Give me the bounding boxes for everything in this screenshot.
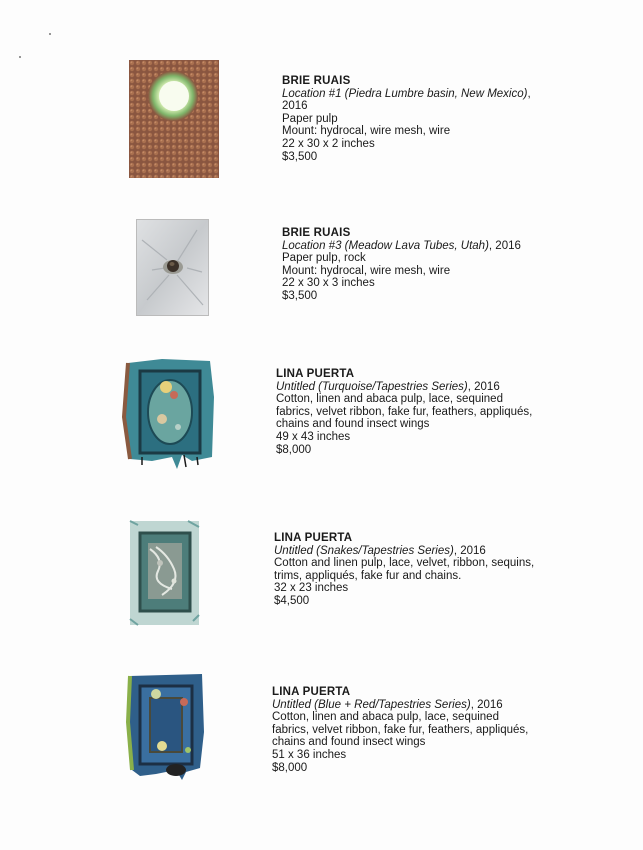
- medium-line: Mount: hydrocal, wire mesh, wire: [282, 125, 451, 138]
- title-suffix: , 2016: [467, 380, 500, 393]
- artwork-thumbnail-icon: [129, 60, 219, 178]
- medium-line: Cotton and linen pulp, lace, velvet, ribbon, sequins,: [274, 557, 535, 570]
- artwork-thumbnail-icon: [128, 519, 201, 627]
- medium-line: chains and found insect wings: [272, 736, 426, 749]
- artwork-dimensions: 51 x 36 inches: [272, 748, 347, 761]
- medium-line: fabrics, velvet ribbon, fake fur, feathers, appliqués,: [276, 405, 533, 418]
- artwork-dimensions: 49 x 43 inches: [276, 430, 351, 443]
- artwork-title: Untitled (Turquoise/Tapestries Series): [276, 380, 468, 393]
- title-suffix: , 2016: [470, 698, 503, 711]
- artwork-price: $8,000: [276, 443, 312, 456]
- title-suffix: , 2016: [453, 544, 486, 557]
- title-suffix: , 2016: [488, 239, 521, 252]
- artwork-price: $8,000: [272, 761, 308, 774]
- artwork-thumbnail-icon: [122, 357, 216, 469]
- artwork-title: Location #1 (Piedra Lumbre basin, New Mexico): [282, 87, 528, 100]
- artwork-dimensions: 32 x 23 inches: [274, 582, 349, 595]
- artist-name: BRIE RUAIS: [282, 227, 351, 239]
- medium-line: trims, appliqués, fake fur and chains.: [274, 569, 462, 582]
- artist-name: LINA PUERTA: [272, 686, 351, 698]
- title-suffix: ,: [527, 87, 531, 100]
- artist-name: LINA PUERTA: [276, 368, 355, 380]
- artist-name: LINA PUERTA: [274, 532, 353, 544]
- scan-speck: [19, 56, 21, 58]
- medium-line: Cotton, linen and abaca pulp, lace, sequined: [276, 393, 503, 406]
- medium-line: Paper pulp: [282, 112, 338, 125]
- medium-line: Cotton, linen and abaca pulp, lace, sequined: [272, 711, 499, 724]
- artwork-title: Untitled (Snakes/Tapestries Series): [274, 544, 454, 557]
- artwork-dimensions: 22 x 30 x 2 inches: [282, 137, 375, 150]
- artwork-thumbnail-icon: [126, 672, 206, 780]
- medium-line: chains and found insect wings: [276, 418, 430, 431]
- artwork-price: $3,500: [282, 289, 318, 302]
- medium-line: fabrics, velvet ribbon, fake fur, feathers, appliqués,: [272, 723, 529, 736]
- medium-line: Paper pulp, rock: [282, 252, 366, 265]
- artwork-title: Location #3 (Meadow Lava Tubes, Utah): [282, 239, 489, 252]
- medium-line: Mount: hydrocal, wire mesh, wire: [282, 264, 451, 277]
- artwork-dimensions: 22 x 30 x 3 inches: [282, 277, 375, 290]
- artwork-price: $3,500: [282, 150, 318, 163]
- scan-speck: [49, 33, 51, 35]
- artwork-title: Untitled (Blue + Red/Tapestries Series): [272, 698, 471, 711]
- artwork-thumbnail-icon: [136, 219, 209, 316]
- artist-name: BRIE RUAIS: [282, 75, 351, 87]
- artwork-price: $4,500: [274, 594, 310, 607]
- artwork-year: 2016: [282, 100, 308, 113]
